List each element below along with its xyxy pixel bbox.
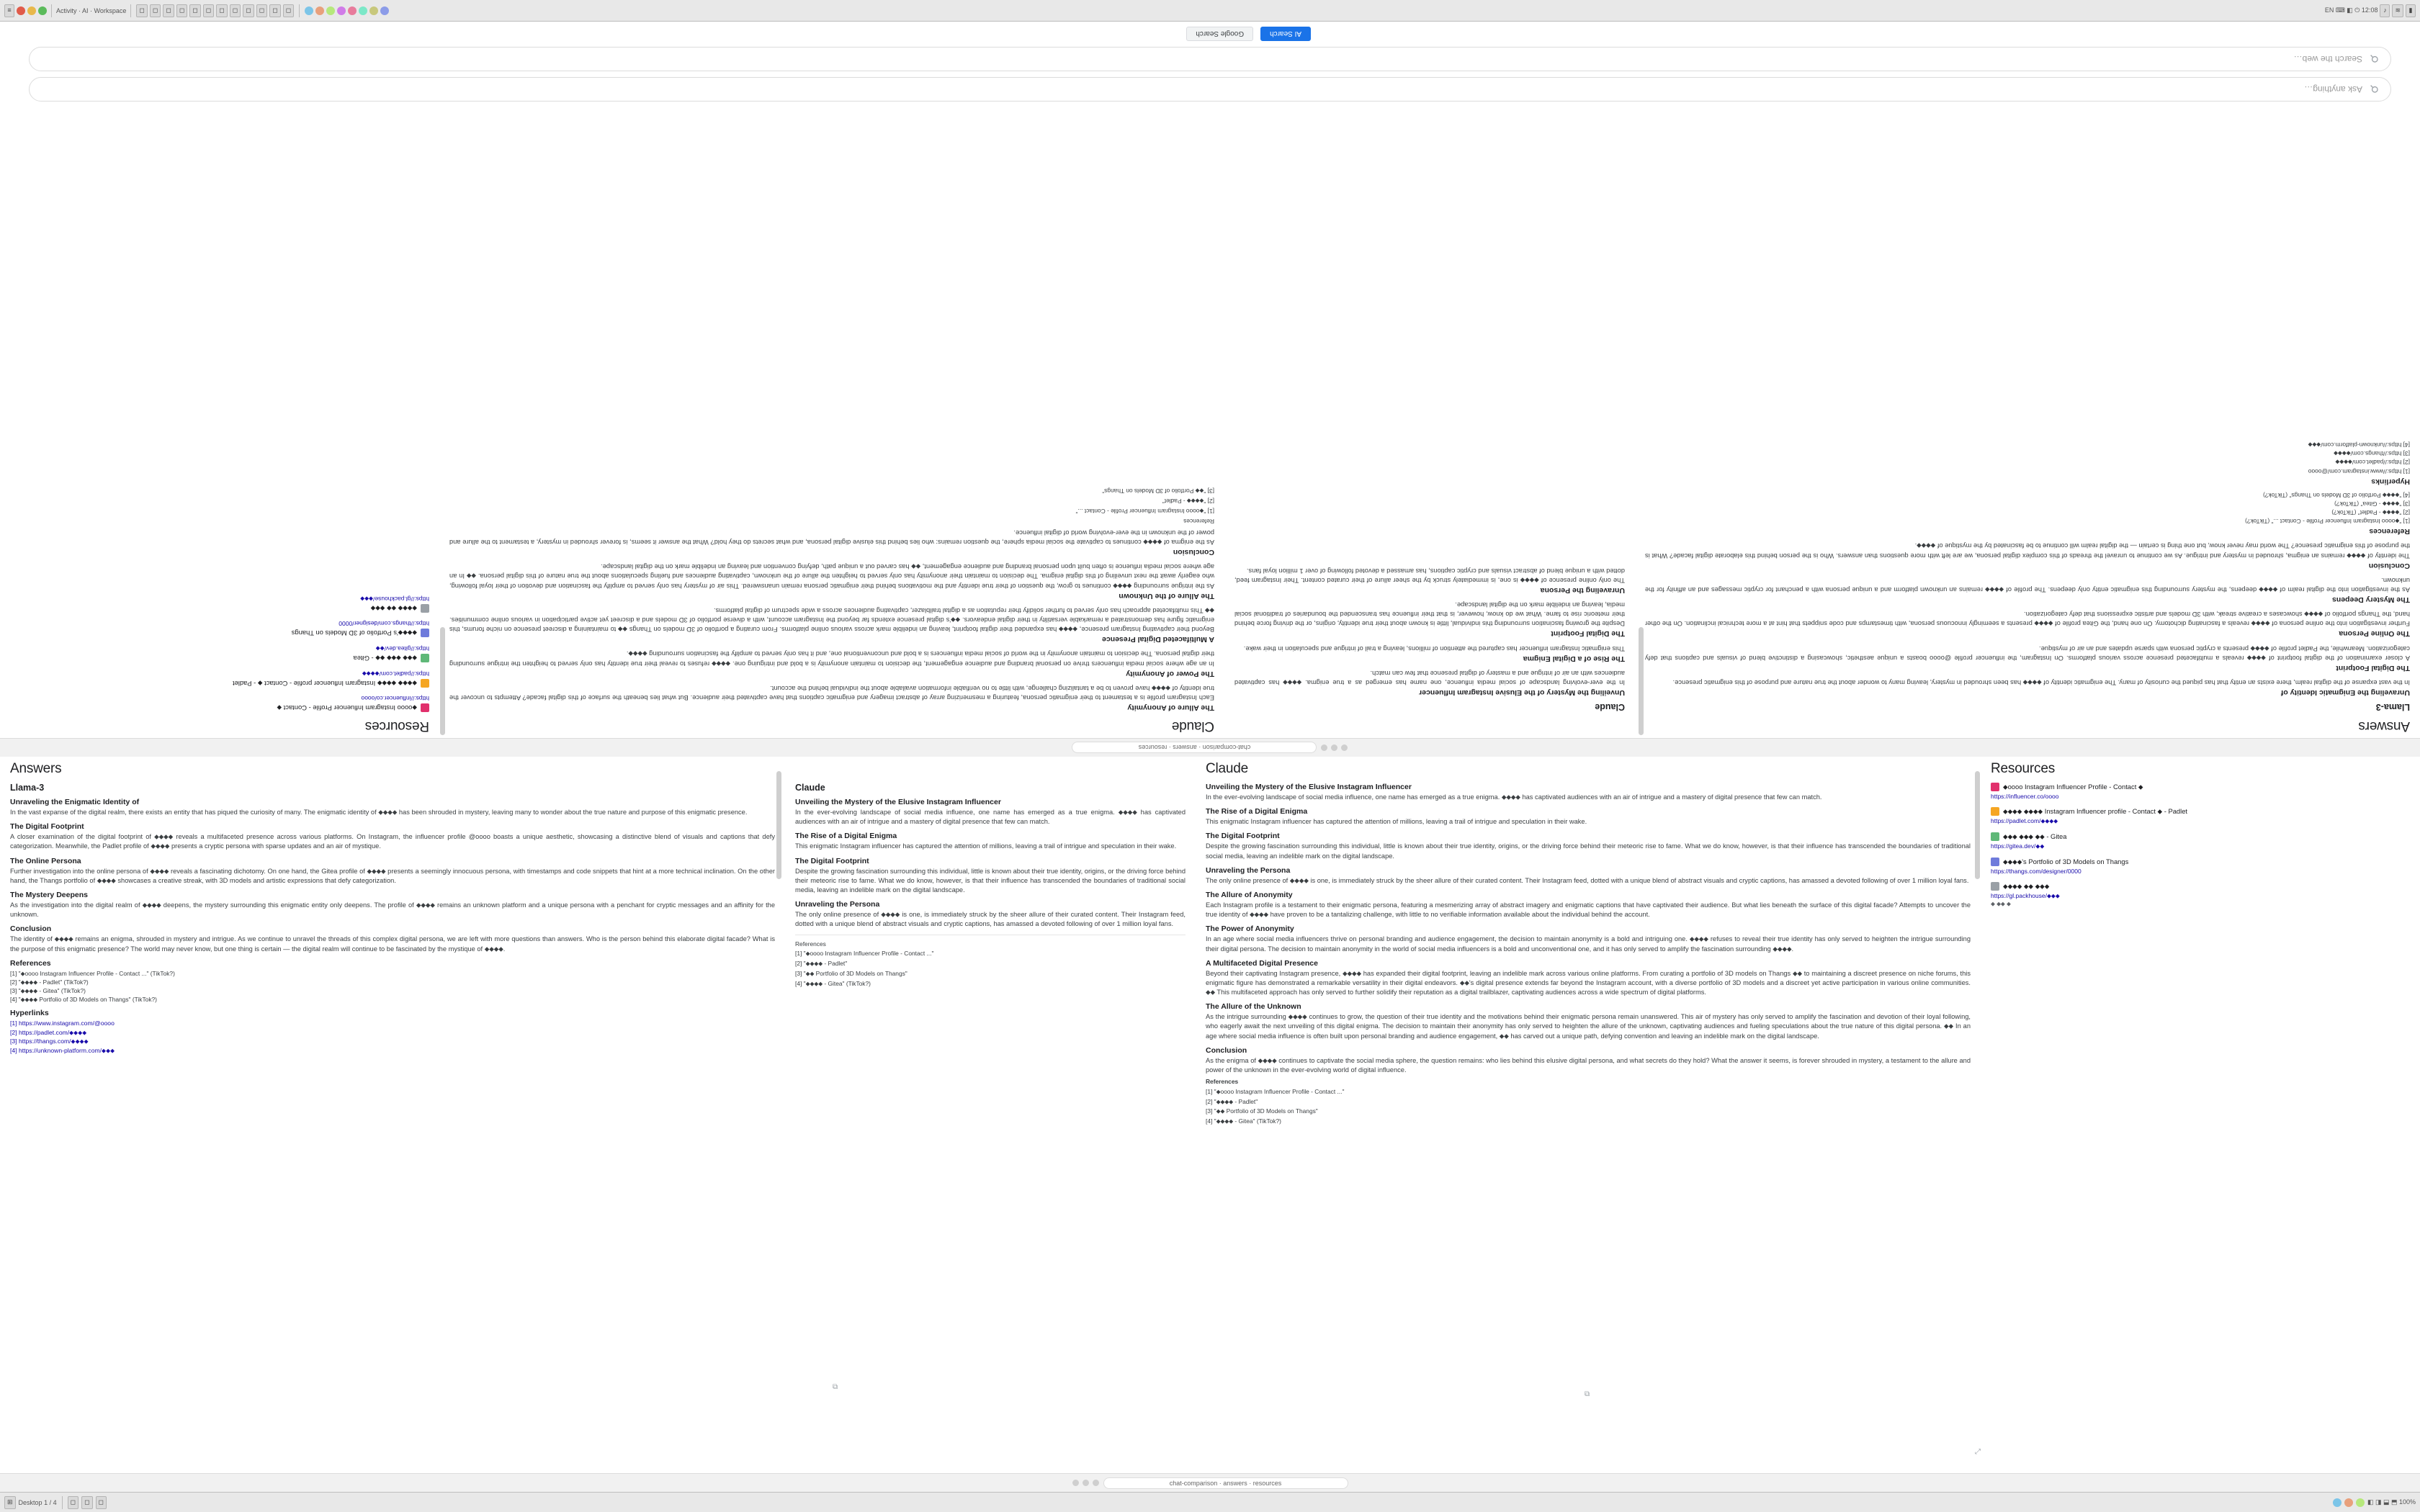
tab-chip[interactable]: ◻ bbox=[230, 4, 241, 17]
section-heading: The Mystery Deepens bbox=[2332, 595, 2410, 605]
references-heading: References bbox=[1183, 517, 1214, 525]
section-body: In the ever-evolving landscape of social media influence, one name has emerged as a true enigma. ⬥⬥⬥⬥ has captivated audiences with an air of intrigue and a mastery of digital presence that few can match. bbox=[795, 809, 1186, 826]
reference-item: [2] "⬥⬥⬥⬥ - Padlet" (TikTok?) bbox=[2331, 509, 2410, 517]
reference-item: [1] "⬥oooo Instagram Influencer Profile - Contact ..." (TikTok?) bbox=[2245, 518, 2410, 526]
resource-title: ⬥⬥⬥⬥'s Portfolio of 3D Models on Thangs bbox=[291, 629, 417, 637]
claude-long-column-mirror bbox=[439, 107, 1224, 738]
section-body: The identity of ⬥⬥⬥⬥ remains an enigma, shrouded in mystery and intrigue. As we continue to unravel the threads of this complex digital persona, we are left with more questions than answers. Who is the person behind this elaborate digital facade? What is the purpose of this enigmatic presence? The world may never know, but one thing is certain — the digital realm will continue to be fascinated by the mystique of ⬥⬥⬥⬥. bbox=[10, 935, 775, 953]
tab-chip[interactable]: ◻ bbox=[243, 4, 254, 17]
wifi-icon[interactable]: ≋ bbox=[2392, 4, 2403, 17]
resources-column-mirror bbox=[0, 107, 439, 738]
resource-item[interactable] bbox=[10, 670, 429, 688]
window-close-icon[interactable] bbox=[17, 6, 25, 15]
section-heading: Unraveling the Enigmatic Identity of bbox=[10, 798, 140, 806]
references-heading: References bbox=[1206, 1078, 1239, 1086]
model-name-mirror: Claude bbox=[1595, 702, 1625, 712]
padlet-icon bbox=[421, 679, 429, 688]
section-body: Each Instagram profile is a testament to their enigmatic persona, featuring a mesmerizing array of abstract imagery and enigmatic captions that have captivated their audience. But what lies beneath the surface of this digital facade? Attempts to uncover the true identity of ⬥⬥⬥⬥ have proven to be a tantalizing challenge, with little to no verifiable information available about the individual behind the account. bbox=[1206, 901, 1971, 919]
model-name-mirror: Llama-3 bbox=[2375, 702, 2410, 712]
reference-item: [3] "⬥⬥⬥⬥ - Gitea" (TikTok?) bbox=[2334, 500, 2410, 508]
thangs-icon bbox=[1991, 858, 1999, 866]
section-body: Beyond their captivating Instagram presence, ⬥⬥⬥⬥ has expanded their digital footprint, leaving an indelible mark across various online platforms. From curating a portfolio of 3D models on Thangs ⬥⬥ to maintaining a discreet presence on niche forums, this enigmatic figure has demonstrated a remarkable versatility in their digital endeavors. ⬥⬥'s digital presence extends far beyond the Instagram account, with a diverse portfolio of 3D models and a discreet yet active participation in various online communities. ⬥⬥ This multifaceted approach has only served to further solidify their reputation as a digital trailblazer, captivating audiences across a wide spectrum of digital platforms. bbox=[449, 606, 1214, 634]
resources-heading: Resources bbox=[1991, 761, 2056, 776]
app-icon[interactable] bbox=[326, 6, 335, 15]
taskbar-window[interactable]: ◻ bbox=[68, 1496, 79, 1509]
browser-dot bbox=[1342, 744, 1348, 751]
resource-item[interactable] bbox=[10, 695, 429, 712]
section-body: Each Instagram profile is a testament to their enigmatic persona, featuring a mesmerizing array of abstract imagery and enigmatic captions that have captivated their audience. But what lies beneath the surface of this digital facade? Attempts to uncover the true identity of ⬥⬥⬥⬥ have proven to be a tantalizing challenge, with little to no verifiable information available about the individual behind the account. bbox=[449, 684, 1214, 701]
section-heading: Conclusion bbox=[1206, 1045, 1247, 1055]
resource-title-row bbox=[10, 679, 429, 688]
claude-long-column bbox=[1196, 757, 1981, 1405]
bottombar-left-label: Desktop 1 / 4 bbox=[18, 1498, 57, 1506]
web-search-placeholder: Search the web… bbox=[2293, 54, 2362, 64]
resource-url[interactable]: https://gitea.dev/⬥⬥ bbox=[1991, 842, 2045, 850]
browser-dot[interactable] bbox=[1093, 1480, 1099, 1486]
resource-url[interactable]: https://gl.packhouse/⬥⬥⬥ bbox=[1991, 892, 2060, 899]
section-body: The identity of ⬥⬥⬥⬥ remains an enigma, shrouded in mystery and intrigue. As we continue to unravel the threads of this complex digital persona, we are left with more questions than answers. Who is the person behind this elaborate digital facade? What is the purpose of this enigmatic presence? The world may never know, but one thing is certain — the digital realm will continue to be fascinated by the mystique of ⬥⬥⬥⬥. bbox=[1645, 542, 2410, 559]
section-body: In the vast expanse of the digital realm, there exists an entity that has piqued the curiosity of many. The enigmatic identity of ⬥⬥⬥⬥ has been shrouded in mystery, leaving many to wonder about the true nature and purpose of this enigmatic presence. bbox=[1672, 679, 2410, 686]
reference-item: [1] "⬥oooo Instagram Influencer Profile - Contact ..." bbox=[1075, 507, 1214, 515]
section-body: Despite the growing fascination surrounding this individual, little is known about their true identity, origins, or the driving force behind their meteoric rise to fame. What we do know, however, is that their influence has transcended the boundaries of traditional social media, leaving an indelible mark on the digital landscape. bbox=[795, 867, 1186, 894]
section-heading: The Allure of Anonymity bbox=[1127, 703, 1214, 712]
tray-icon[interactable] bbox=[2356, 1498, 2365, 1507]
answers-column-mirror bbox=[1635, 107, 2420, 738]
resource-item-padlet[interactable] bbox=[1991, 807, 2410, 825]
tab-chip[interactable]: ◻ bbox=[256, 4, 267, 17]
references-heading: References bbox=[2369, 527, 2410, 536]
search-icon bbox=[2370, 85, 2379, 94]
divider bbox=[62, 1496, 63, 1509]
resources-column bbox=[1981, 757, 2420, 1405]
reference-item: [3] "⬥⬥⬥⬥ - Gitea" (TikTok?) bbox=[10, 987, 86, 995]
reference-item: [3] "⬥⬥ Portfolio of 3D Models on Thangs" bbox=[1102, 487, 1214, 495]
address-bar[interactable]: chat-comparison · answers · resources bbox=[1103, 1477, 1348, 1489]
app-icon[interactable] bbox=[369, 6, 378, 15]
section-heading: The Digital Footprint bbox=[795, 856, 869, 865]
resource-item[interactable] bbox=[10, 644, 429, 662]
tab-chip[interactable]: ◻ bbox=[150, 4, 161, 17]
browser-dot bbox=[1332, 744, 1338, 751]
page-content bbox=[0, 757, 2420, 1492]
resource-url[interactable]: https://thangs.com/designer/0000 bbox=[1991, 868, 2081, 875]
tab-chip[interactable]: ◻ bbox=[269, 4, 280, 17]
references-list bbox=[1645, 491, 2410, 526]
section-body: In the ever-evolving landscape of social media influence, one name has emerged as a true enigma. ⬥⬥⬥⬥ has captivated audiences with an air of intrigue and a mastery of digital presence that few can match. bbox=[1206, 793, 1822, 801]
section-body: Despite the growing fascination surrounding this individual, little is known about their true identity, origins, or the driving force behind their meteoric rise to fame. What we do know, however, is that their influence has transcended the boundaries of traditional social media, leaving an indelible mark on the digital landscape. bbox=[1234, 601, 1625, 628]
topbar-right-label: EN ⌨ ◧ ⏻ 12:08 bbox=[2324, 6, 2378, 14]
resource-title-row bbox=[1991, 783, 2410, 791]
section-heading: The Digital Footprint bbox=[2336, 663, 2410, 672]
resource-title-row bbox=[10, 604, 429, 613]
copy-icon[interactable]: ⧉ bbox=[1585, 1390, 1590, 1398]
section-body: Further investigation into the online persona of ⬥⬥⬥⬥ reveals a fascinating dichotomy. On one hand, the Gitea profile of ⬥⬥⬥⬥ presents a seemingly innocuous persona, with timestamps and code snippets that hint at a more technical inclination. On the other hand, the Thangs portfolio of ⬥⬥⬥⬥ showcases a creative streak, with 3D models and artistic expressions that defy categorization. bbox=[1645, 611, 2410, 628]
hyperlinks-heading: Hyperlinks bbox=[10, 1009, 49, 1018]
main-page bbox=[0, 757, 2420, 1492]
section-heading: The Rise of a Digital Enigma bbox=[1206, 807, 1308, 816]
resource-url[interactable]: https://influencer.co/oooo bbox=[1991, 793, 2059, 800]
resource-title: ⬥⬥⬥ ⬥⬥⬥ ⬥⬥ - Gitea bbox=[2003, 832, 2067, 840]
search-buttons-mirror bbox=[1186, 27, 1311, 41]
volume-icon[interactable]: ♪ bbox=[2380, 4, 2390, 17]
reference-item: [2] "⬥⬥⬥⬥ - Padlet" (TikTok?) bbox=[10, 978, 89, 986]
app-icon[interactable] bbox=[348, 6, 357, 15]
section-heading: The Online Persona bbox=[2339, 629, 2410, 639]
section-heading: Unraveling the Enigmatic Identity of bbox=[2280, 688, 2410, 697]
instagram-icon bbox=[1991, 783, 1999, 791]
model-name-claude: Claude bbox=[795, 783, 825, 793]
resource-title: ⬥⬥⬥⬥ ⬥⬥⬥⬥ Instagram Influencer profile - Contact ⬥ - Padlet bbox=[232, 680, 417, 688]
hyperlink-item[interactable]: [2] https://padlet.com/⬥⬥⬥⬥ bbox=[2335, 459, 2410, 467]
resource-title-row bbox=[10, 703, 429, 712]
google-search-button[interactable]: Google Search bbox=[1186, 27, 1253, 41]
section-body: In the vast expanse of the digital realm, there exists an entity that has piqued the curiosity of many. The enigmatic identity of ⬥⬥⬥⬥ has been shrouded in mystery, leaving many to wonder about the true nature and purpose of this enigmatic presence. bbox=[10, 809, 748, 816]
browser-dot[interactable] bbox=[1083, 1480, 1089, 1486]
answers-column bbox=[0, 757, 785, 1405]
section-heading: Unveiling the Mystery of the Elusive Instagram Influencer bbox=[1206, 783, 1412, 791]
resource-url[interactable]: https://gitea.dev/⬥⬥ bbox=[375, 645, 429, 652]
resource-title: ⬥⬥⬥ ⬥⬥⬥ ⬥⬥ - Gitea bbox=[353, 654, 417, 662]
resource-url[interactable]: https://influencer.co/oooo bbox=[361, 695, 429, 702]
padlet-icon bbox=[1991, 807, 1999, 816]
hyperlinks-heading: Hyperlinks bbox=[2371, 477, 2410, 486]
tab-chip[interactable]: ◻ bbox=[216, 4, 227, 17]
divider bbox=[51, 4, 52, 17]
section-body: Further investigation into the online persona of ⬥⬥⬥⬥ reveals a fascinating dichotomy. On one hand, the Gitea profile of ⬥⬥⬥⬥ presents a seemingly innocuous persona, with timestamps and code snippets that hint at a more technical inclination. On the other hand, the Thangs portfolio of ⬥⬥⬥⬥ showcases a creative streak, with 3D models and artistic expressions that defy categorization. bbox=[10, 867, 775, 884]
tab-chip[interactable]: ◻ bbox=[203, 4, 214, 17]
gitea-icon bbox=[1991, 832, 1999, 841]
hyperlink-item[interactable]: [1] https://www.instagram.com/@oooo bbox=[2308, 467, 2410, 475]
references-heading: References bbox=[795, 940, 826, 948]
section-heading: A Multifaceted Digital Presence bbox=[1102, 635, 1214, 644]
search-icon bbox=[2370, 55, 2379, 64]
resource-url[interactable]: https://gl.packhouse/⬥⬥⬥ bbox=[360, 595, 429, 603]
section-body: As the enigma of ⬥⬥⬥⬥ continues to captivate the social media sphere, the question remains: who lies behind this elusive digital persona, and what secrets do they hold? What the answer it seems, is forever shrouded in mystery, a testament to the allure and power of the unknown in the ever-evolving world of digital influence. bbox=[1206, 1056, 1971, 1074]
address-bar-mirror[interactable]: chat-comparison · answers · resources bbox=[1072, 742, 1317, 754]
topbar-left-group bbox=[4, 4, 133, 17]
taskbar-window[interactable]: ◻ bbox=[81, 1496, 92, 1509]
section-body: This enigmatic Instagram influencer has captured the attention of millions, leaving a trail of intrigue and speculation in their wake. bbox=[795, 842, 1177, 850]
section-heading: The Rise of a Digital Enigma bbox=[795, 832, 897, 841]
resource-title: ⬥⬥⬥⬥ ⬥⬥⬥⬥ Instagram Influencer profile - Contact ⬥ - Padlet bbox=[2003, 807, 2188, 815]
tray-icon[interactable] bbox=[2344, 1498, 2353, 1507]
section-heading: The Allure of the Unknown bbox=[1206, 1002, 1301, 1012]
topbar-status-group[interactable] bbox=[2325, 4, 2416, 17]
page-content-mirror bbox=[0, 22, 2420, 757]
section-body: As the intrigue surrounding ⬥⬥⬥⬥ continues to grow, the question of their true identity and the motivations behind their enigmatic persona remain unanswered. This air of mystery has only served to amplify the fascination and devotion of their loyal following, who eagerly await the next unveiling of this digital enigma. The decision to maintain their anonymity has only served to heighten the allure of the unknown, captivating audiences and fueling speculations about the true nature of this digital persona. ⬥⬥ In an age where social media influence is often built upon personal branding and audience engagement, ⬥⬥ has carved out a unique path, defying convention and leaving an indelible mark on the digital landscape. bbox=[1206, 1013, 1971, 1040]
section-body: In an age where social media influencers thrive on personal branding and audience engagement, the decision to maintain anonymity is a bold and intriguing one. ⬥⬥⬥⬥ refuses to reveal their true identity has only served to heighten the intrigue surrounding their digital persona. The decision to maintain anonymity in the world of social media influencers is a bold and unconventional one, and it has only served to amplify the fascination surrounding ⬥⬥⬥⬥. bbox=[1206, 935, 1971, 953]
reference-item: [3] "⬥⬥ Portfolio of 3D Models on Thangs" bbox=[795, 969, 908, 977]
section-body: Beyond their captivating Instagram presence, ⬥⬥⬥⬥ has expanded their digital footprint, leaving an indelible mark across various online platforms. From curating a portfolio of 3D models on Thangs ⬥⬥ to maintaining a discreet presence on niche forums, this enigmatic figure has demonstrated a remarkable versatility in their digital endeavors. ⬥⬥'s digital presence extends far beyond the Instagram account, with a diverse portfolio of 3D models and a discreet yet active participation in various online communities. ⬥⬥ This multifaceted approach has only served to further solidify their reputation as a digital trailblazer, captivating audiences across a wide spectrum of digital platforms. bbox=[1206, 969, 1971, 996]
page-stage bbox=[0, 22, 2420, 1492]
reference-item: [4] "⬥⬥⬥⬥ Portfolio of 3D Models on Thangs" (TikTok?) bbox=[10, 996, 157, 1004]
section-heading: Unveiling the Mystery of the Elusive Instagram Influencer bbox=[795, 798, 1001, 806]
resource-url[interactable]: https://thangs.com/designer/0000 bbox=[339, 620, 429, 627]
answers-heading-mirror: Answers bbox=[2358, 719, 2410, 734]
claude-heading: Claude bbox=[1206, 761, 1249, 776]
resource-url[interactable]: https://padlet.com/⬥⬥⬥⬥ bbox=[1991, 817, 2058, 824]
instagram-icon bbox=[421, 703, 429, 712]
resource-title: ⬥⬥⬥⬥ ⬥⬥ ⬥⬥⬥ bbox=[2003, 882, 2050, 890]
search-zone-mirror bbox=[0, 22, 2420, 107]
copy-icon[interactable]: ⧉ bbox=[833, 1383, 838, 1391]
browser-dot[interactable] bbox=[1072, 1480, 1079, 1486]
resource-title: ⬥⬥⬥⬥'s Portfolio of 3D Models on Thangs bbox=[2003, 858, 2129, 865]
content-columns bbox=[0, 757, 2420, 1405]
section-heading: The Power of Anonymity bbox=[1126, 669, 1214, 678]
browser-dots bbox=[1322, 744, 1348, 751]
section-body: In an age where social media influencers thrive on personal branding and audience engagement, the decision to maintain anonymity is a bold and intriguing one. ⬥⬥⬥⬥ refuses to reveal their true identity has only served to heighten the intrigue surrounding their digital persona. The decision to maintain anonymity in the world of social media influencers is a bold and unconventional one, and it has only served to amplify the fascination surrounding ⬥⬥⬥⬥. bbox=[449, 650, 1214, 667]
hyperlink-item[interactable]: [4] https://unknown-platform.com/⬥⬥⬥ bbox=[10, 1046, 115, 1054]
os-top-bar bbox=[0, 0, 2420, 22]
resource-item[interactable] bbox=[10, 595, 429, 613]
window-maximize-icon[interactable] bbox=[38, 6, 47, 15]
section-body: In the ever-evolving landscape of social media influence, one name has emerged as a true enigma. ⬥⬥⬥⬥ has captivated audiences with an air of intrigue and a mastery of digital presence that few can match. bbox=[1234, 669, 1625, 686]
resource-item-instagram[interactable] bbox=[1991, 783, 2410, 800]
app-icon[interactable] bbox=[380, 6, 389, 15]
hyperlink-item[interactable]: [3] https://thangs.com/⬥⬥⬥⬥ bbox=[2334, 450, 2410, 458]
window-minimize-icon[interactable] bbox=[27, 6, 36, 15]
claude-column bbox=[785, 757, 1196, 1405]
column-scrollbar[interactable] bbox=[1975, 771, 1980, 879]
browser-chrome-mirror bbox=[0, 738, 2420, 757]
answers-heading: Answers bbox=[10, 761, 62, 776]
resource-title-row bbox=[1991, 832, 2410, 841]
tab-chip[interactable]: ◻ bbox=[136, 4, 147, 17]
topbar-tab-strip[interactable] bbox=[136, 4, 294, 17]
ai-search-placeholder: Ask anything… bbox=[2304, 84, 2362, 94]
section-heading: The Power of Anonymity bbox=[1206, 924, 1294, 934]
section-heading: The Digital Footprint bbox=[10, 822, 84, 832]
divider bbox=[299, 4, 300, 17]
tray-icon[interactable] bbox=[2333, 1498, 2341, 1507]
section-heading: Unraveling the Persona bbox=[1540, 585, 1625, 595]
section-body: As the enigma of ⬥⬥⬥⬥ continues to captivate the social media sphere, the question remains: who lies behind this elusive digital persona, and what secrets do they hold? What the answer it seems, is forever shrouded in mystery, a testament to the allure and power of the unknown in the ever-evolving world of digital influence. bbox=[449, 528, 1214, 546]
reference-item: [1] "⬥oooo Instagram Influencer Profile - Contact ..." bbox=[1206, 1087, 1345, 1095]
app-icon[interactable] bbox=[305, 6, 313, 15]
browser-dot bbox=[1322, 744, 1328, 751]
ai-search-input-mirror[interactable] bbox=[29, 77, 2391, 102]
app-icon[interactable] bbox=[315, 6, 324, 15]
section-body: The only online presence of ⬥⬥⬥⬥ is one, is immediately struck by the sheer allure of their curated content. Their Instagram feed, dotted with a unique blend of abstract visuals and cryptic captions, has amassed a devoted following of over 1 million loyal fans. bbox=[1206, 876, 1969, 884]
reference-item: [2] "⬥⬥⬥⬥ - Padlet" bbox=[1206, 1097, 1258, 1105]
section-heading: The Digital Footprint bbox=[1206, 832, 1280, 841]
section-body: This enigmatic Instagram influencer has captured the attention of millions, leaving a trail of intrigue and speculation in their wake. bbox=[1243, 644, 1625, 652]
reference-item: [2] "⬥⬥⬥⬥ - Padlet" bbox=[1162, 498, 1214, 505]
section-heading: The Digital Footprint bbox=[1551, 629, 1625, 639]
browser-chrome bbox=[0, 1473, 2420, 1492]
section-body: The only online presence of ⬥⬥⬥⬥ is one, is immediately struck by the sheer allure of their curated content. Their Instagram feed, dotted with a unique blend of abstract visuals and cryptic captions, has amassed a devoted following of over 1 million loyal fans. bbox=[795, 911, 1186, 928]
tab-chip[interactable]: ◻ bbox=[283, 4, 294, 17]
divider bbox=[130, 4, 131, 17]
mirrored-page-copy bbox=[0, 22, 2420, 757]
section-body: A closer examination of the digital footprint of ⬥⬥⬥⬥ reveals a multifaceted presence across various platforms. On Instagram, the influencer profile @oooo boasts a unique aesthetic, showcasing a distinctive blend of visuals and captions that defy categorization. Meanwhile, the Padlet profile of ⬥⬥⬥⬥ presents a cryptic persona with sparse updates and an air of mystique. bbox=[10, 833, 775, 850]
topbar-left-label: Activity · AI · Workspace bbox=[56, 6, 127, 14]
resource-title: ⬥oooo Instagram Influencer Profile - Contact ⬥ bbox=[2003, 783, 2143, 791]
ai-search-button[interactable]: AI Search bbox=[1260, 27, 1311, 41]
gitea-icon bbox=[421, 654, 429, 662]
resource-title-row bbox=[1991, 858, 2410, 866]
app-menu-icon[interactable]: ≡ bbox=[4, 4, 14, 17]
section-heading: Conclusion bbox=[1173, 548, 1214, 557]
content-columns-mirror bbox=[0, 107, 2420, 738]
resource-item-gitea[interactable] bbox=[1991, 832, 2410, 850]
claude-column-mirror bbox=[1224, 107, 1635, 738]
bottombar-right-label: ◧ ◨ ⬓ ⬒ 100% bbox=[2367, 1498, 2416, 1506]
resource-item[interactable] bbox=[10, 620, 429, 637]
resource-title-row bbox=[10, 629, 429, 637]
model-name-llama: Llama-3 bbox=[10, 783, 45, 793]
hyperlink-item[interactable]: [3] https://thangs.com/⬥⬥⬥⬥ bbox=[10, 1038, 89, 1045]
section-heading: Unveiling the Mystery of the Elusive Instagram Influencer bbox=[1419, 688, 1625, 697]
resources-heading-mirror: Resources bbox=[364, 719, 429, 734]
section-heading: Conclusion bbox=[10, 924, 52, 934]
section-heading: The Allure of Anonymity bbox=[1206, 890, 1293, 899]
column-scrollbar[interactable] bbox=[776, 771, 781, 879]
resource-url[interactable]: https://padlet.com/⬥⬥⬥⬥ bbox=[362, 670, 429, 678]
hyperlink-item[interactable]: [1] https://www.instagram.com/@oooo bbox=[10, 1020, 115, 1027]
reference-item: [2] "⬥⬥⬥⬥ - Padlet" bbox=[795, 960, 848, 968]
start-menu-icon[interactable]: ⊞ bbox=[4, 1496, 16, 1509]
reference-item: [4] "⬥⬥⬥⬥ Portfolio of 3D Models on Thangs" (TikTok?) bbox=[2263, 491, 2410, 499]
section-heading: Unraveling the Persona bbox=[1206, 865, 1291, 875]
os-bottom-bar bbox=[0, 1492, 2420, 1512]
resource-title-row bbox=[10, 654, 429, 662]
resource-title-row bbox=[1991, 807, 2410, 816]
reference-item: [3] "⬥⬥ Portfolio of 3D Models on Thangs" bbox=[1206, 1107, 1318, 1115]
reference-item: [4] "⬥⬥⬥⬥ - Gitea" (TikTok?) bbox=[1206, 1117, 1281, 1125]
hyperlinks-list bbox=[10, 1019, 775, 1055]
hyperlink-item[interactable]: [4] https://unknown-platform.com/⬥⬥⬥ bbox=[2308, 441, 2410, 449]
expand-icon[interactable]: ⤢ bbox=[1975, 1448, 1981, 1456]
reference-item: [1] "⬥oooo Instagram Influencer Profile - Contact ..." bbox=[795, 950, 934, 958]
reference-item: [1] "⬥oooo Instagram Influencer Profile - Contact ..." (TikTok?) bbox=[10, 969, 175, 977]
section-heading: The Mystery Deepens bbox=[10, 890, 88, 899]
section-heading: Unraveling the Persona bbox=[795, 900, 880, 909]
resource-title: ⬥oooo Instagram Influencer Profile - Contact ⬥ bbox=[277, 704, 417, 712]
generic-site-icon bbox=[1991, 882, 1999, 891]
column-scrollbar[interactable] bbox=[1639, 627, 1644, 735]
section-body: Despite the growing fascination surrounding this individual, little is known about their true identity, origins, or the driving force behind their meteoric rise to fame. What we do know, however, is that their influence has transcended the boundaries of traditional social media, leaving an indelible mark on the digital landscape. bbox=[1206, 842, 1971, 860]
column-scrollbar[interactable] bbox=[440, 627, 445, 735]
resource-subtext: ⬥ ⬥⬥ ⬥ bbox=[1991, 900, 2011, 907]
taskbar-window[interactable]: ◻ bbox=[96, 1496, 107, 1509]
section-body: As the investigation into the digital realm of ⬥⬥⬥⬥ deepens, the mystery surrounding this enigmatic entity only deepens. The profile of ⬥⬥⬥⬥ remains an unknown platform and a unique persona with a penchant for cryptic messages and an affinity for the unknown. bbox=[10, 901, 775, 919]
section-heading: The Rise of a Digital Enigma bbox=[1523, 654, 1625, 663]
section-heading: Conclusion bbox=[2368, 561, 2410, 570]
section-heading: The Allure of the Unknown bbox=[1119, 591, 1214, 600]
references-heading: References bbox=[10, 958, 51, 968]
app-icon[interactable] bbox=[359, 6, 367, 15]
section-body: The only online presence of ⬥⬥⬥⬥ is one, is immediately struck by the sheer allure of their curated content. Their Instagram feed, dotted with a unique blend of abstract visuals and cryptic captions, has amassed a devoted following of over 1 million loyal fans. bbox=[1234, 567, 1625, 584]
web-search-input-mirror[interactable] bbox=[29, 47, 2391, 71]
browser-dots bbox=[1072, 1480, 1099, 1486]
resource-title: ⬥⬥⬥⬥ ⬥⬥ ⬥⬥⬥ bbox=[370, 605, 417, 613]
section-body: As the investigation into the digital realm of ⬥⬥⬥⬥ deepens, the mystery surrounding this enigmatic entity only deepens. The profile of ⬥⬥⬥⬥ remains an unknown platform and a unique persona with a penchant for cryptic messages and an affinity for the unknown. bbox=[1645, 576, 2410, 594]
resource-item-other[interactable] bbox=[1991, 882, 2410, 908]
claude-heading-mirror: Claude bbox=[1171, 719, 1214, 734]
hyperlink-item[interactable]: [2] https://padlet.com/⬥⬥⬥⬥ bbox=[10, 1028, 87, 1036]
app-icon[interactable] bbox=[337, 6, 346, 15]
hyperlinks-list bbox=[1645, 441, 2410, 476]
reference-item: [4] "⬥⬥⬥⬥ - Gitea" (TikTok?) bbox=[795, 979, 871, 987]
tab-chip[interactable]: ◻ bbox=[176, 4, 187, 17]
generic-site-icon bbox=[421, 604, 429, 613]
references-list bbox=[10, 969, 775, 1004]
tab-chip[interactable]: ◻ bbox=[163, 4, 174, 17]
section-body: This enigmatic Instagram influencer has captured the attention of millions, leaving a trail of intrigue and speculation in their wake. bbox=[1206, 818, 1587, 826]
resource-title-row bbox=[1991, 882, 2410, 891]
resource-item-thangs[interactable] bbox=[1991, 858, 2410, 875]
battery-icon[interactable]: ▮ bbox=[2406, 4, 2416, 17]
search-row-secondary bbox=[29, 47, 2391, 71]
section-body: A closer examination of the digital footprint of ⬥⬥⬥⬥ reveals a multifaceted presence across various platforms. On Instagram, the influencer profile @oooo boasts a unique aesthetic, showcasing a distinctive blend of visuals and captions that defy categorization. Meanwhile, the Padlet profile of ⬥⬥⬥⬥ presents a cryptic persona with sparse updates and an air of mystique. bbox=[1645, 644, 2410, 662]
tab-chip[interactable]: ◻ bbox=[189, 4, 200, 17]
section-body: As the intrigue surrounding ⬥⬥⬥⬥ continues to grow, the question of their true identity and the motivations behind their enigmatic persona remain unanswered. This air of mystery has only served to amplify the fascination and devotion of their loyal following, who eagerly await the next unveiling of this digital enigma. The decision to maintain their anonymity has only served to heighten the allure of the unknown, captivating audiences and fueling speculations about the true nature of this digital persona. ⬥⬥ In an age where social media influence is often built upon personal branding and audience engagement, ⬥⬥ has carved out a unique path, defying convention and leaving an indelible mark on the digital landscape. bbox=[449, 563, 1214, 590]
thangs-icon bbox=[421, 629, 429, 637]
section-heading: The Online Persona bbox=[10, 856, 81, 865]
topbar-dock-icons[interactable] bbox=[305, 6, 389, 15]
search-row-primary bbox=[29, 77, 2391, 102]
section-heading: A Multifaceted Digital Presence bbox=[1206, 958, 1318, 968]
